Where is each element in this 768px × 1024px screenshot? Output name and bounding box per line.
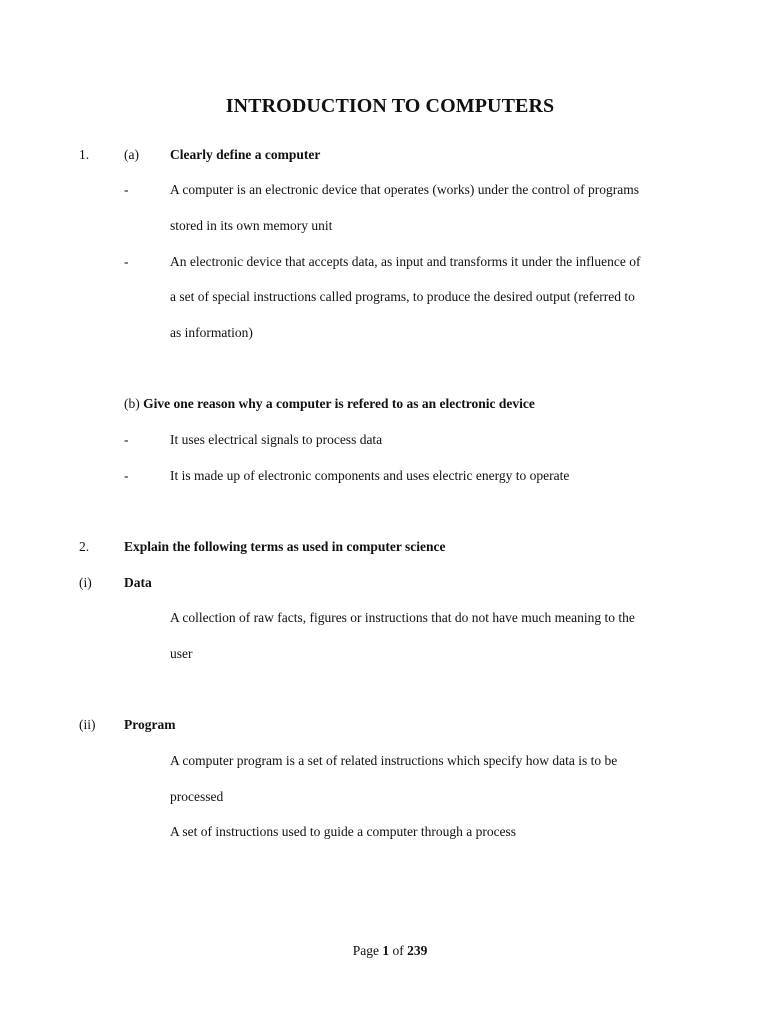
page-total: 239 <box>407 943 428 958</box>
question-1-number: 1. <box>79 147 90 162</box>
document-title: INTRODUCTION TO COMPUTERS <box>225 95 555 117</box>
question-1b-label: (b) <box>124 396 140 411</box>
answer-line: A collection of raw facts, figures or instructions that do not have much meaning to the <box>170 610 635 625</box>
question-1b-heading: Give one reason why a computer is refered to as an electronic device <box>143 396 535 411</box>
term-name: Program <box>124 717 176 732</box>
answer-line: as information) <box>170 325 253 340</box>
term-label: (i) <box>79 575 92 590</box>
answer-line: It is made up of electronic components and uses electric energy to operate <box>170 468 570 483</box>
page-of: of <box>389 943 408 958</box>
bullet-marker: - <box>124 432 129 447</box>
answer-line: stored in its own memory unit <box>170 218 333 233</box>
page-current: 1 <box>382 943 390 958</box>
question-2-heading: Explain the following terms as used in computer science <box>124 539 446 554</box>
answer-line: a set of special instructions called programs, to produce the desired output (referred to <box>170 289 635 304</box>
answer-line: user <box>170 646 193 661</box>
answer-line: It uses electrical signals to process data <box>170 432 383 447</box>
term-name: Data <box>124 575 152 590</box>
answer-line: A set of instructions used to guide a computer through a process <box>170 824 517 839</box>
answer-line: An electronic device that accepts data, as input and transforms it under the influence of <box>170 254 641 269</box>
question-1b-heading-line <box>124 397 535 411</box>
term-label: (ii) <box>79 717 96 732</box>
question-2-number: 2. <box>79 539 90 554</box>
bullet-marker: - <box>124 468 129 483</box>
answer-line: processed <box>170 789 224 804</box>
question-1a-label: (a) <box>124 147 139 162</box>
bullet-marker: - <box>124 182 129 197</box>
answer-line: A computer is an electronic device that operates (works) under the control of programs <box>170 182 639 197</box>
bullet-marker: - <box>124 254 129 269</box>
page-footer <box>0 944 768 958</box>
answer-line: A computer program is a set of related instructions which specify how data is to be <box>170 753 618 768</box>
question-1a-heading: Clearly define a computer <box>170 147 321 162</box>
page-prefix: Page <box>352 943 383 958</box>
